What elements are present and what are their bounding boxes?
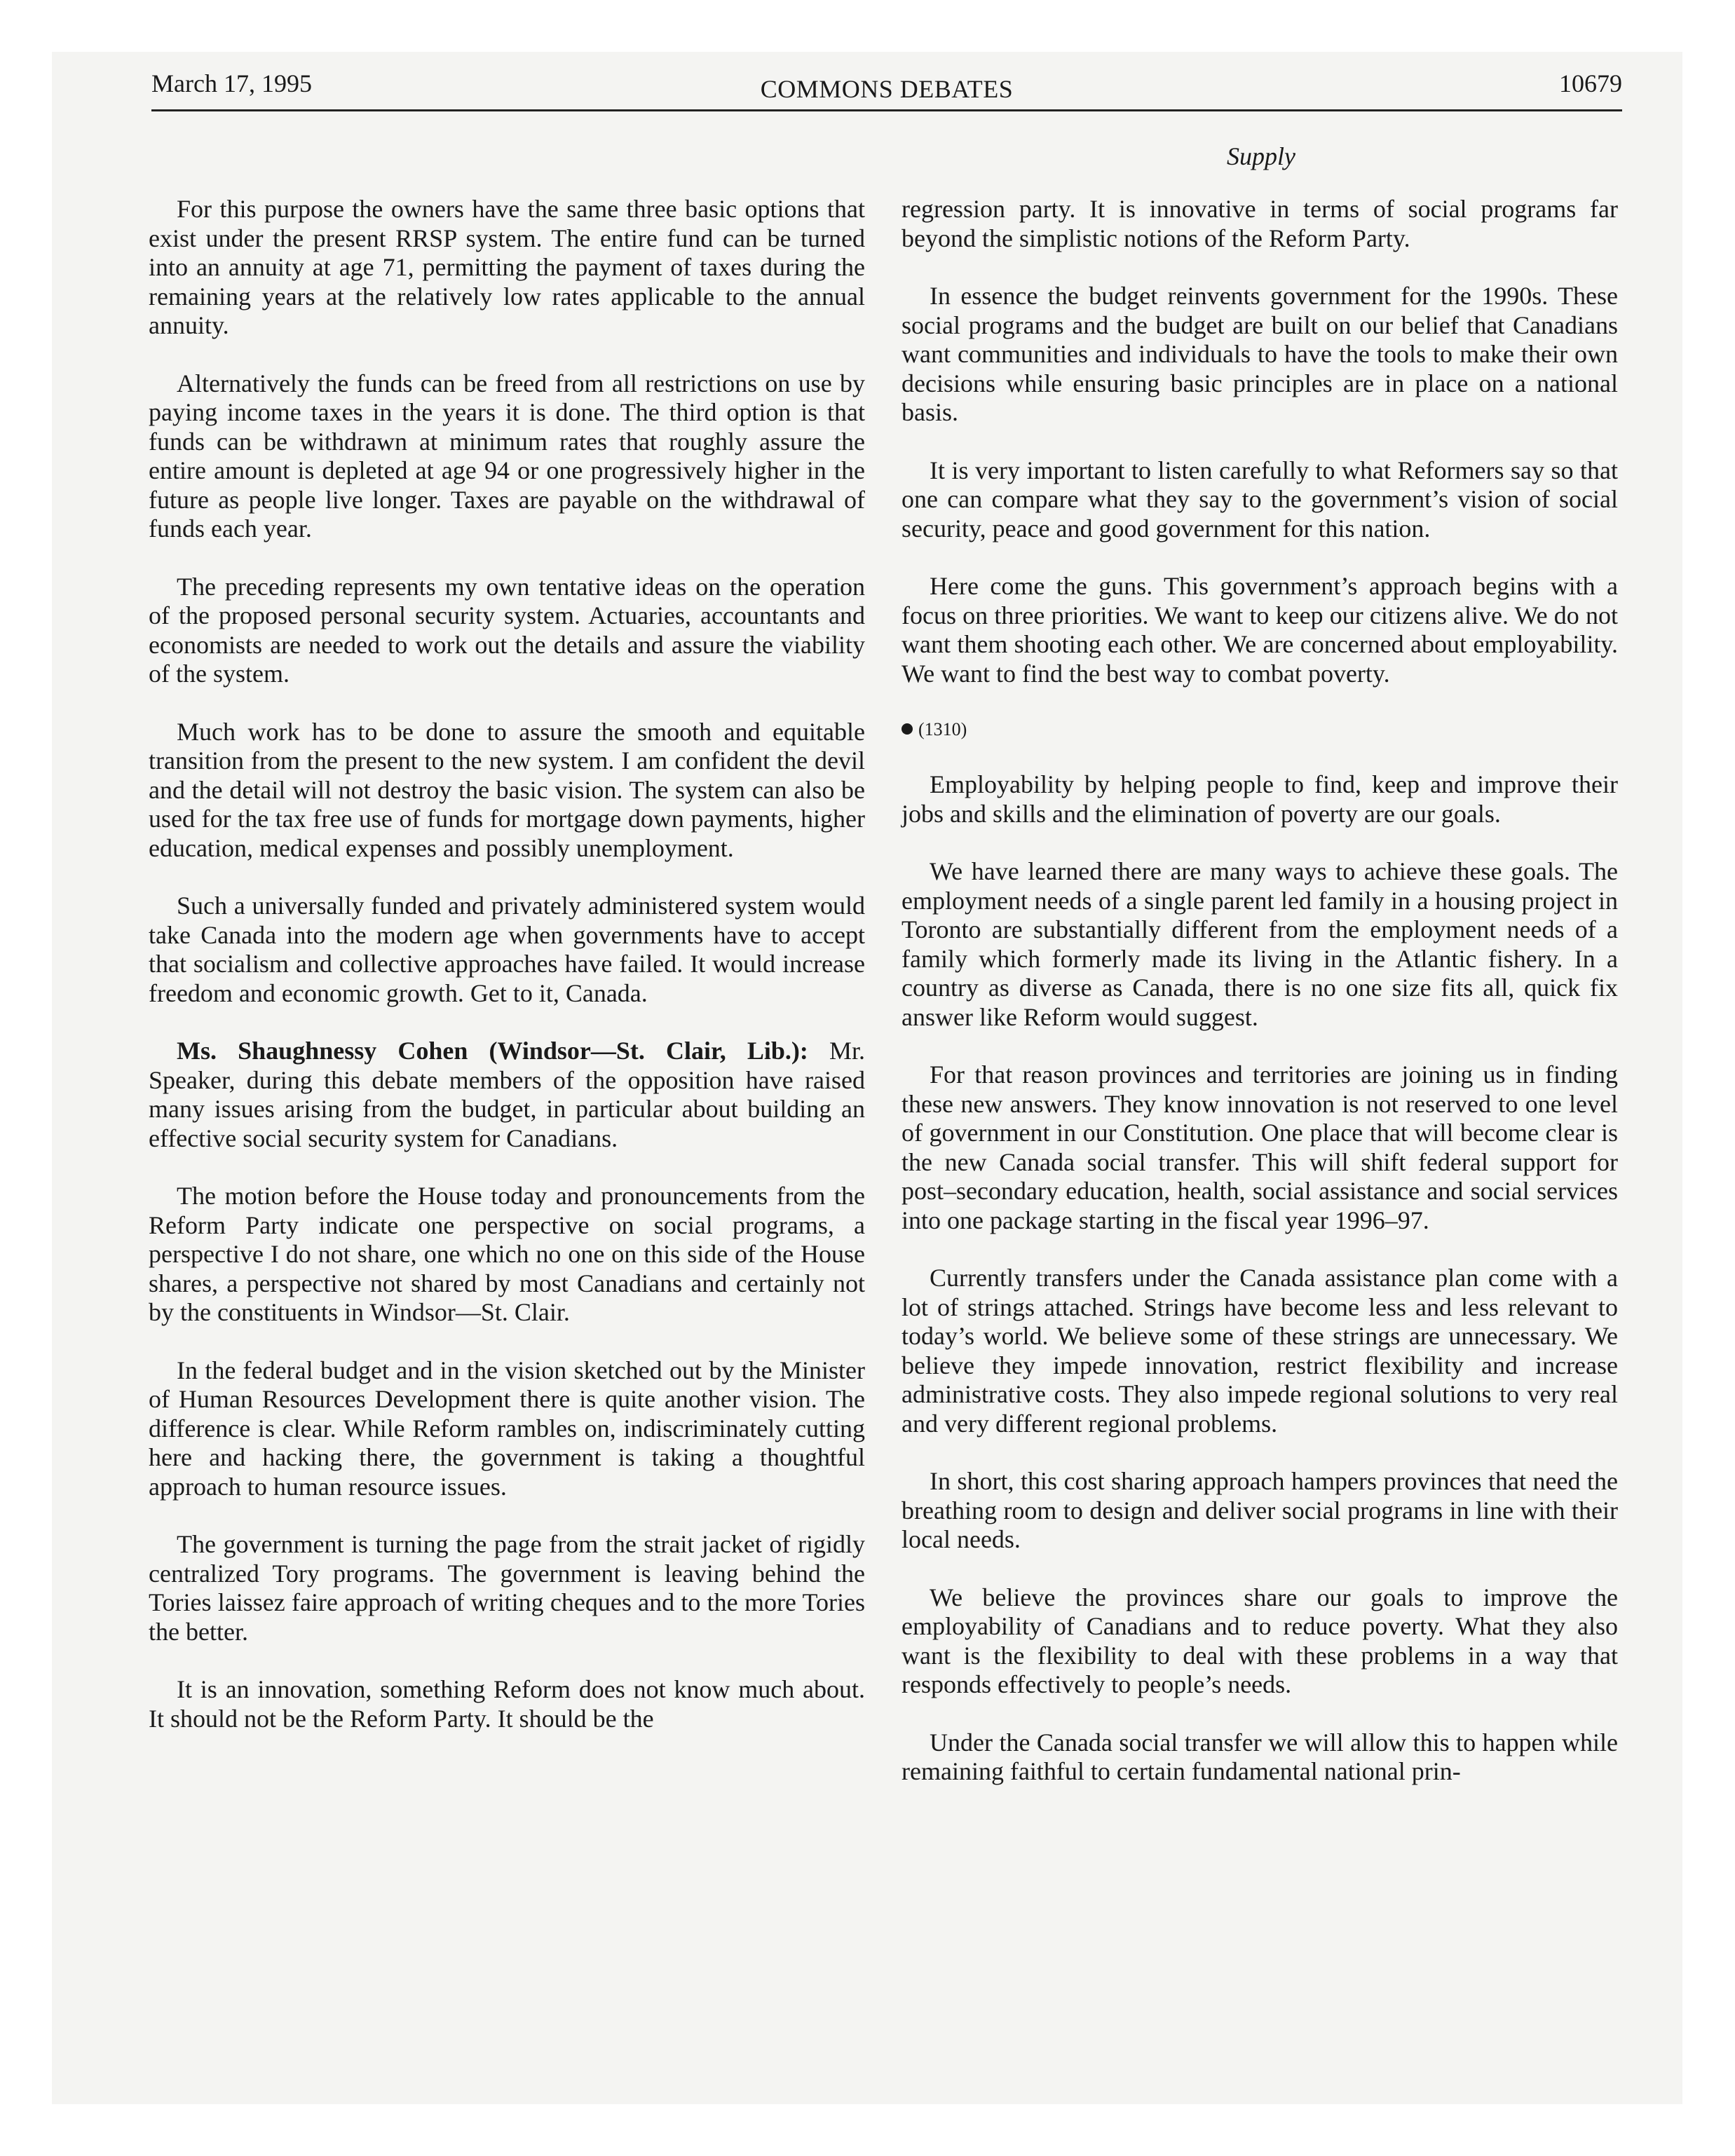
paragraph: For this purpose the owners have the same three basic options that exist under the present RRSP system. The entire fund can be turned into an annuity at age 71, permitting the payment of taxes during the remaining years at the relatively low rates applicable to the annual annuity. <box>149 195 865 339</box>
paragraph: We have learned there are many ways to achieve these goals. The employment needs of a single parent led family in a housing project in Toronto are substantially different from the employment needs of a family which formerly made its living in the Atlantic fishery. In a country as diverse as Canada, there is no one size fits all, quick fix answer like Reform would suggest. <box>901 857 1618 1031</box>
paragraph: In essence the budget reinvents government for the 1990s. These social programs and the budget are built on our belief that Canadians want communities and individuals to have the tools to make their own decisions while ensuring basic principles are in place on a national basis. <box>901 282 1618 426</box>
page-header <box>151 69 1622 105</box>
paragraph: The motion before the House today and pronouncements from the Reform Party indicate one perspective on social programs, a perspective I do not share, one which no one on this side of the House shares, a perspective not shared by most Canadians and certainly not by the constituents in Windsor—St. Clair. <box>149 1182 865 1326</box>
paragraph: The government is turning the page from the strait jacket of rigidly centralized Tory programs. The government is leaving behind the Tories laissez faire approach of writing cheques and to the more Tories the better. <box>149 1530 865 1646</box>
header-page-number: 10679 <box>1559 69 1622 97</box>
paragraph: We believe the provinces share our goals to improve the employability of Canadians and to reduce poverty. What they also want is the flexibility to deal with these problems in a way that responds effectively to people’s needs. <box>901 1583 1618 1698</box>
paragraph: Alternatively the funds can be freed from all restrictions on use by paying income taxes in the years it is done. The third option is that funds can be withdrawn at minimum rates that roughly assure the entire amount is depleted at age 94 or one progressively higher in the future as people live longer. Taxes are payable on the withdrawal of funds each year. <box>149 369 865 543</box>
paragraph: Currently transfers under the Canada assistance plan come with a lot of strings attached. Strings have become less and less relevant to today’s world. We believe some of these strings are unnecessary. We believe they impede innovation, restrict flexibility and increase administrative costs. They also impede regional solutions to very real and very different regional problems. <box>901 1264 1618 1438</box>
header-publication: COMMONS DEBATES <box>760 75 1014 103</box>
paragraph-continued: regression party. It is innovative in terms of social programs far beyond the simplistic notions of the Reform Party. <box>901 195 1618 252</box>
header-divider <box>151 109 1622 111</box>
section-title: Supply <box>1227 142 1295 170</box>
speaker-name: Ms. Shaughnessy Cohen (Windsor—St. Clair, Lib.): <box>177 1037 808 1065</box>
paragraph: In the federal budget and in the vision sketched out by the Minister of Human Resources Development there is quite another vision. The difference is clear. While Reform rambles on, indiscriminately cutting here and hacking there, the government is taking a thoughtful approach to human resource issues. <box>149 1356 865 1501</box>
speech-opening-text: Mr. Speaker, during this debate members of the opposition have raised many issues arising from the budget, in particular about building an effective social security system for Canadians. <box>149 1037 866 1152</box>
paragraph: It is an innovation, something Reform does not know much about. It should not be the Reform Party. It should be the <box>149 1675 865 1733</box>
paragraph: Under the Canada social transfer we will allow this to happen while remaining faithful to certain fundamental national prin- <box>901 1728 1618 1785</box>
paragraph: The preceding represents my own tentative ideas on the operation of the proposed personal security system. Actuaries, accountants and economists are needed to work out the details and assure the viability of the system. <box>149 572 865 688</box>
left-column <box>149 195 865 1762</box>
time-marker <box>901 717 1618 742</box>
time-marker-text: (1310) <box>918 719 967 739</box>
speech-opening-paragraph <box>149 1037 865 1153</box>
paragraph: Employability by helping people to find, keep and improve their jobs and skills and the elimination of poverty are our goals. <box>901 770 1618 828</box>
paragraph: Here come the guns. This government’s approach begins with a focus on three priorities. We want to keep our citizens alive. We do not want them shooting each other. We are concerned about employability. We want to find the best way to combat poverty. <box>901 572 1618 688</box>
header-date: March 17, 1995 <box>151 69 312 97</box>
right-column <box>901 195 1618 1815</box>
paragraph: For that reason provinces and territories are joining us in finding these new answers. They know innovation is not reserved to one level of government in our Constitution. One place that will become clear is the new Canada social transfer. This will shift federal support for post–secondary education, health, social assistance and social services into one package starting in the fiscal year 1996–97. <box>901 1060 1618 1234</box>
paragraph: Much work has to be done to assure the smooth and equitable transition from the present to the new system. I am confident the devil and the detail will not destroy the basic vision. The system can also be used for the tax free use of funds for mortgage down payments, higher education, medical expenses and possibly unemployment. <box>149 717 865 862</box>
paragraph: Such a universally funded and privately administered system would take Canada into the modern age when governments have to accept that socialism and collective approaches have failed. It would increase freedom and economic growth. Get to it, Canada. <box>149 892 865 1007</box>
paragraph: In short, this cost sharing approach hampers provinces that need the breathing room to design and deliver social programs in line with their local needs. <box>901 1467 1618 1553</box>
paragraph: It is very important to listen carefully to what Reformers say so that one can compare what they say to the government’s vision of social security, peace and good government for this nation. <box>901 456 1618 543</box>
bullet-icon <box>901 723 913 735</box>
